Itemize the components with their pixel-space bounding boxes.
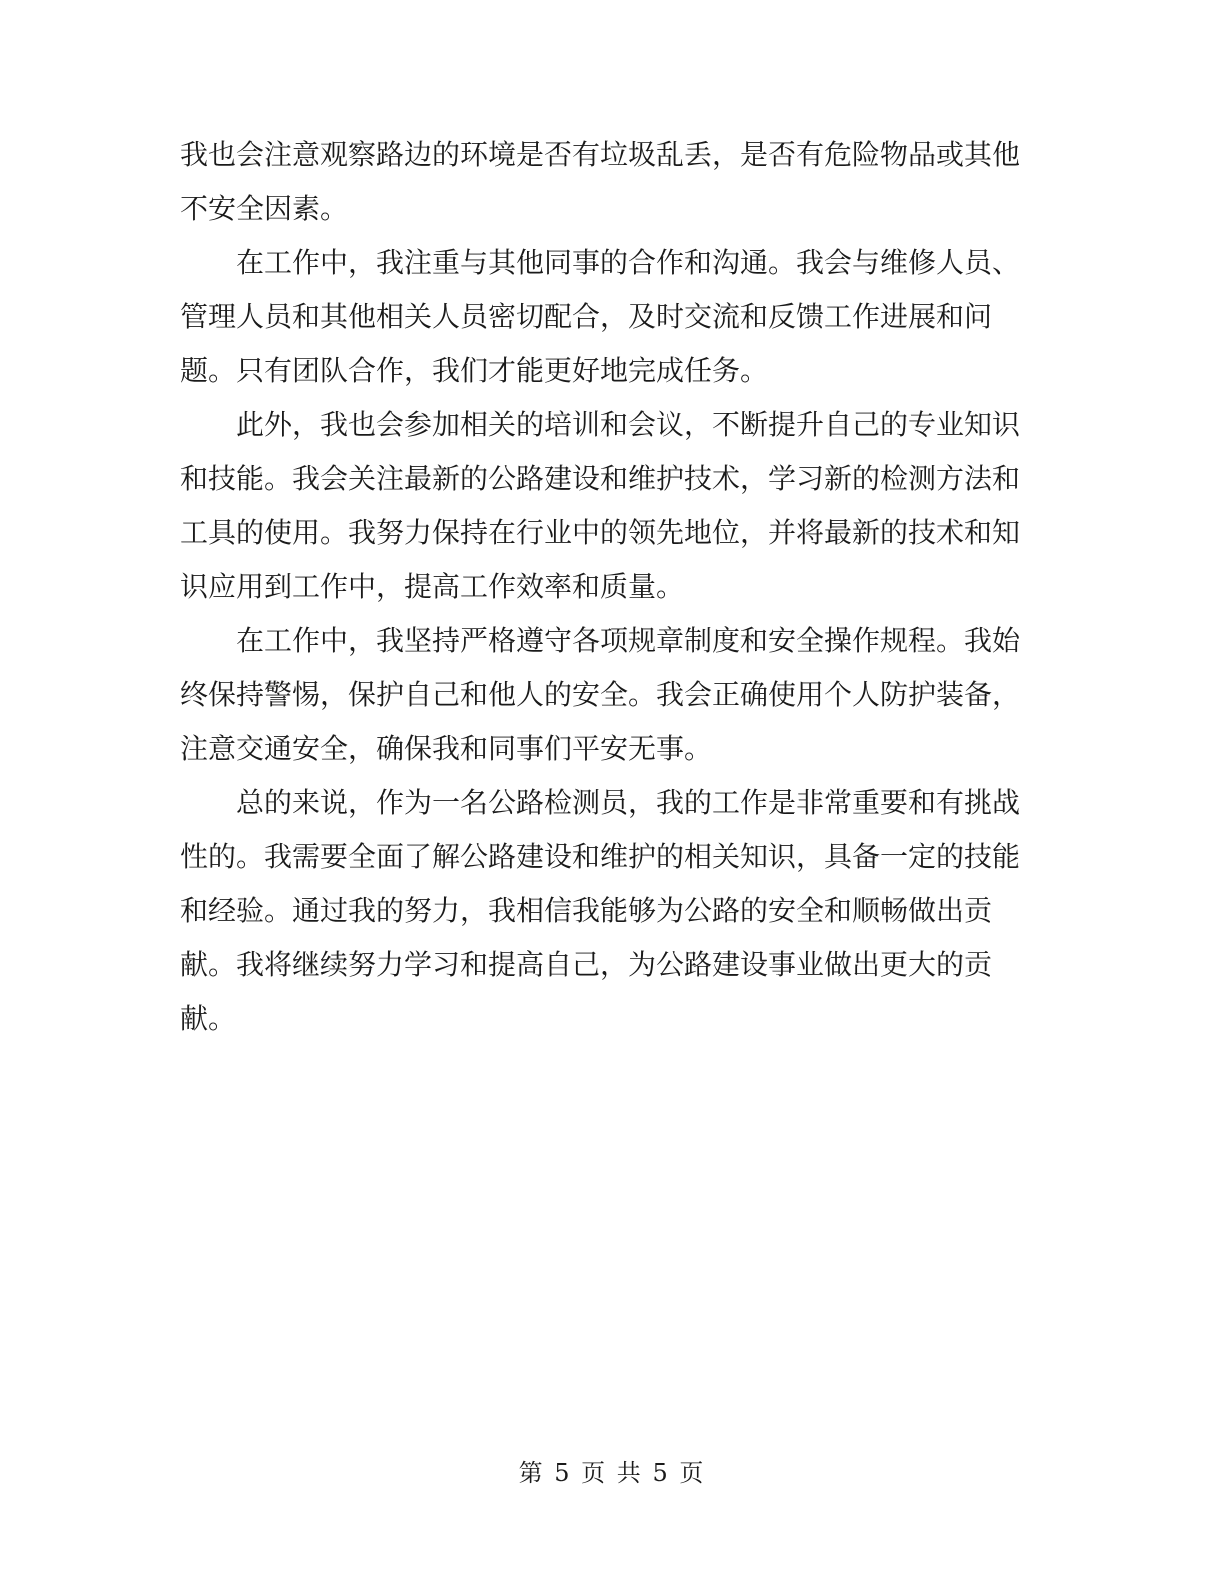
paragraph-3: 此外，我也会参加相关的培训和会议，不断提升自己的专业知识和技能。我会关注最新的公路建设和维护技术，学习新的检测方法和工具的使用。我努力保持在行业中的领先地位，并将最新的技术和知识应用到工作中，提高工作效率和质量。	[180, 408, 1021, 603]
paragraph-5: 总的来说，作为一名公路检测员，我的工作是非常重要和有挑战性的。我需要全面了解公路建设和维护的相关知识，具备一定的技能和经验。通过我的努力，我相信我能够为公路的安全和顺畅做出贡献。我将继续努力学习和提高自己，为公路建设事业做出更大的贡献。	[180, 786, 1021, 1035]
page-number-footer: 第 5 页 共 5 页	[518, 1459, 706, 1487]
paragraph-1: 我也会注意观察路边的环境是否有垃圾乱丢，是否有危险物品或其他不安全因素。	[180, 138, 1021, 225]
paragraph-4: 在工作中，我坚持严格遵守各项规章制度和安全操作规程。我始终保持警惕，保护自己和他人的安全。我会正确使用个人防护装备，注意交通安全，确保我和同事们平安无事。	[180, 624, 1021, 765]
paragraph-2: 在工作中，我注重与其他同事的合作和沟通。我会与维修人员、管理人员和其他相关人员密切配合，及时交流和反馈工作进展和问题。只有团队合作，我们才能更好地完成任务。	[180, 246, 1021, 387]
document-body	[180, 128, 1040, 1046]
